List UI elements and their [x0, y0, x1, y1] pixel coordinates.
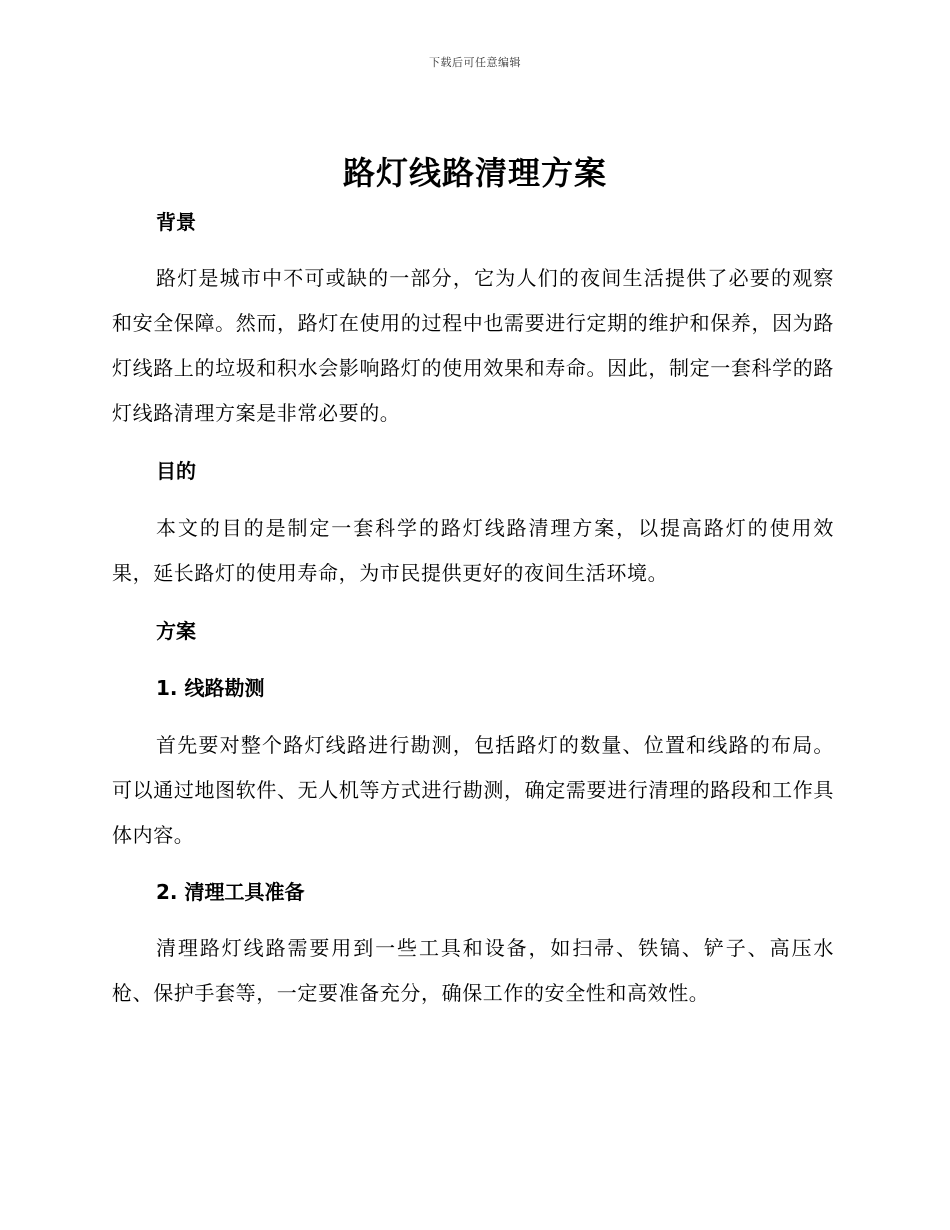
section-paragraph-background: 路灯是城市中不可或缺的一部分，它为人们的夜间生活提供了必要的观察和安全保障。然而，路灯在使用的过程中也需要进行定期的维护和保养，因为路灯线路上的垃圾和积水会影响路灯的使用效果和寿命。因此，制定一套科学的路灯线路清理方案是非常必要的。	[112, 266, 834, 425]
section-heading-background: 背景	[156, 210, 196, 234]
section-heading-purpose: 目的	[156, 459, 196, 483]
step-paragraph-tools: 清理路灯线路需要用到一些工具和设备，如扫帚、铁镐、铲子、高压水枪、保护手套等，一定要准备充分，确保工作的安全性和高效性。	[112, 936, 834, 1005]
document-title: 路灯线路清理方案	[342, 154, 607, 192]
page-header-note: 下载后可任意编辑	[429, 56, 521, 69]
step-paragraph-survey: 首先要对整个路灯线路进行勘测，包括路灯的数量、位置和线路的布局。可以通过地图软件、无人机等方式进行勘测，确定需要进行清理的路段和工作具体内容。	[112, 733, 834, 847]
section-paragraph-purpose: 本文的目的是制定一套科学的路灯线路清理方案，以提高路灯的使用效果，延长路灯的使用寿命，为市民提供更好的夜间生活环境。	[112, 516, 834, 585]
section-heading-plan: 方案	[156, 619, 196, 643]
step-heading-tools: 2. 清理工具准备	[156, 880, 305, 904]
step-heading-survey: 1. 线路勘测	[156, 676, 265, 700]
